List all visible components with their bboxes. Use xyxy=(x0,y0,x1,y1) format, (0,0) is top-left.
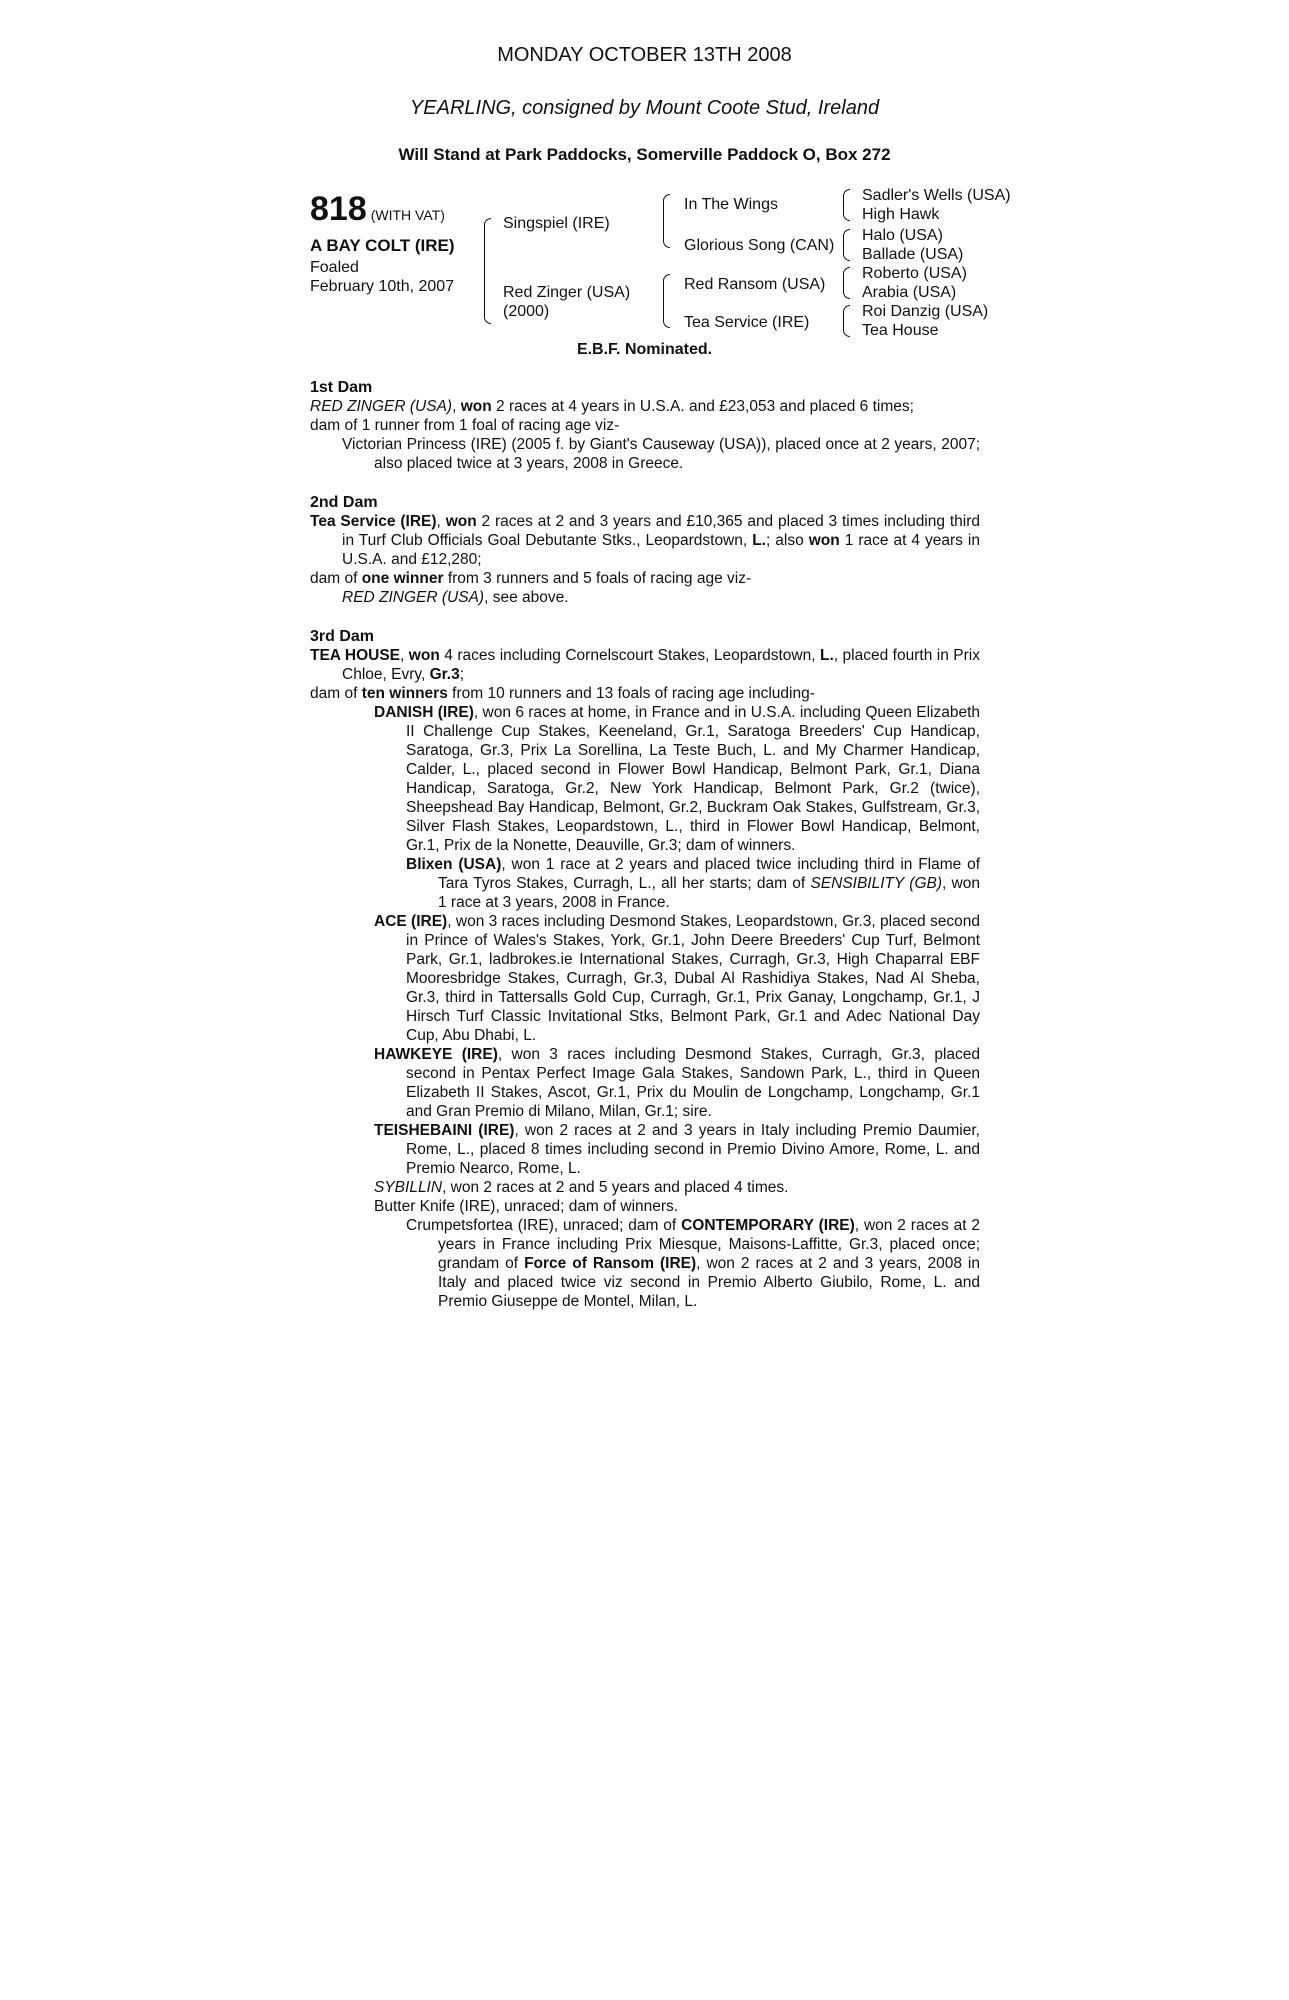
first-dam-text: 2 races at 4 years in U.S.A. and £23,053 and placed 6 times; xyxy=(491,398,914,415)
second-dam-text-3: 1 race at 4 years in U.S.A. and £12,280; xyxy=(342,532,980,568)
progeny-teishebaini-text: , won 2 races at 2 and 3 years in Italy including Premio Daumier, Rome, L., placed 8 times including second in Premio Divino Amore, Rome, L. and Premio Nearco, Rome, L. xyxy=(406,1122,980,1177)
third-dam-name: TEA HOUSE xyxy=(310,647,401,664)
dam-of-label: dam of xyxy=(310,570,362,587)
listed-mark: L. xyxy=(752,532,766,549)
foaled-info xyxy=(310,258,454,296)
progeny-crumpetsfortea xyxy=(310,1216,980,1311)
third-dam-produce xyxy=(310,684,980,703)
catalogue-body xyxy=(310,378,980,1311)
second-dam-produce xyxy=(310,569,980,588)
ebf-nomination: E.B.F. Nominated. xyxy=(576,341,713,358)
listed-mark: L. xyxy=(819,647,834,664)
dam-of-label: dam of xyxy=(310,685,362,702)
pedigree-gg-8: Tea House xyxy=(862,322,939,339)
progeny-contemporary: CONTEMPORARY (IRE) xyxy=(681,1217,855,1234)
second-dam-text: 2 races at 2 and 3 years and £10,365 and placed 3 times including third in Turf Club Officials Goal Debutante Stks., Leopardstown, xyxy=(342,513,980,549)
foaled-date: February 10th, 2007 xyxy=(310,278,455,295)
pedigree-sire: Singspiel (IRE) xyxy=(503,215,610,232)
progeny-blixen xyxy=(310,855,980,912)
progeny-sybillin-name: SYBILLIN xyxy=(374,1179,443,1196)
progeny-blixen-text: , won 1 race at 2 years and placed twice including third in Flame of Tara Tyros Stakes, Curragh, L., all her starts; dam of xyxy=(438,856,980,892)
first-dam-name: RED ZINGER (USA) xyxy=(310,398,453,415)
sire-dam-brace xyxy=(484,218,491,324)
progeny-danish xyxy=(310,703,980,855)
lot-number-block xyxy=(310,190,445,229)
progeny-crumpetsfortea-text-2: , won 2 races at 2 years in France including Prix Miesque, Maisons-Laffitte, Gr.3, placed once; grandam of xyxy=(438,1217,981,1272)
progeny-danish-name: DANISH (IRE) xyxy=(374,704,474,721)
sale-date: MONDAY OCTOBER 13TH 2008 xyxy=(497,44,792,66)
third-dam-heading: 3rd Dam xyxy=(310,628,375,645)
progeny-teishebaini xyxy=(310,1121,980,1178)
third-dam-text-2: , placed fourth in Prix Chloe, Evry, xyxy=(342,647,980,683)
pedigree-dam: Red Zinger (USA) xyxy=(503,284,631,301)
second-dam-won: won xyxy=(445,513,477,530)
pedigree-gg-7: Roi Danzig (USA) xyxy=(862,303,989,320)
first-dam-heading: 1st Dam xyxy=(310,379,373,396)
progeny-crumpetsfortea-text: Crumpetsfortea (IRE), unraced; dam of xyxy=(406,1217,682,1234)
pedigree-gg-1: Sadler's Wells (USA) xyxy=(862,187,1011,204)
consignment-line: YEARLING, consigned by Mount Coote Stud, Ireland xyxy=(409,97,880,119)
stand-location: Will Stand at Park Paddocks, Somerville Paddock O, Box 272 xyxy=(398,145,891,164)
gg-brace-2 xyxy=(843,229,850,261)
second-dam-name: Tea Service (IRE) xyxy=(310,513,437,530)
pedigree-dam-dam: Tea Service (IRE) xyxy=(684,314,810,331)
progeny-blixen-name: Blixen (USA) xyxy=(406,856,502,873)
second-dam-progeny xyxy=(310,588,980,607)
progeny-sybillin-text: , won 2 races at 2 and 5 years and placed 4 times. xyxy=(442,1179,789,1196)
third-dam-won: won xyxy=(408,647,440,664)
progeny-hawkeye-text: , won 3 races including Desmond Stakes, Curragh, Gr.3, placed second in Pentax Perfect Image Gala Stakes, Sandown Park, L., third in Queen Elizabeth II Stakes, Ascot, Gr.1, Prix du Moulin de Longchamp, Longchamp, Gr.1 and Gran Premio di Milano, Milan, Gr.1; sire. xyxy=(406,1046,980,1120)
progeny-hawkeye-name: HAWKEYE (IRE) xyxy=(374,1046,498,1063)
pedigree-sire-dam: Glorious Song (CAN) xyxy=(684,237,835,254)
progeny-crumpetsfortea-text-3: , won 2 races at 2 and 3 years, 2008 in Italy and placed twice viz second in Premio Alberto Giubilo, Rome, L. and Premio Giuseppe de Montel, Milan, L. xyxy=(438,1255,980,1310)
third-dam-produce-text: from 10 runners and 13 foals of racing age including- xyxy=(447,685,815,702)
progeny-sybillin xyxy=(310,1178,980,1197)
first-dam-produce: dam of 1 runner from 1 foal of racing age viz- xyxy=(310,417,620,434)
progeny-sensibility: SENSIBILITY (GB) xyxy=(810,875,943,892)
vat-note: (WITH VAT) xyxy=(370,207,445,223)
progeny-teishebaini-name: TEISHEBAINI (IRE) xyxy=(374,1122,515,1139)
pedigree-gg-4: Ballade (USA) xyxy=(862,246,964,263)
first-dam-won: won xyxy=(460,398,492,415)
progeny-ace xyxy=(310,912,980,1045)
pedigree-gg-3: Halo (USA) xyxy=(862,227,943,244)
progeny-blixen-text-2: , won 1 race at 3 years, 2008 in France. xyxy=(438,875,980,911)
lot-name: A BAY COLT (IRE) xyxy=(310,236,455,255)
sire-brace xyxy=(663,194,670,248)
pedigree-dam-year: (2000) xyxy=(503,303,550,320)
dam-brace xyxy=(663,274,670,328)
foaled-label: Foaled xyxy=(310,259,359,276)
gg-brace-3 xyxy=(843,267,850,299)
gg-brace-1 xyxy=(843,189,850,221)
third-dam-text: 4 races including Cornelscourt Stakes, Leopardstown, xyxy=(439,647,820,664)
second-dam-progeny-text: , see above. xyxy=(484,589,569,606)
lot-number: 818 xyxy=(310,190,367,228)
progeny-ace-text: , won 3 races including Desmond Stakes, Leopardstown, Gr.3, placed second in Prince of Wales's Stakes, York, Gr.1, John Deere Breeders' Cup Turf, Belmont Park, Gr.1, ladbrokes.ie International Stakes, Curragh, Gr.3, High Chaparral EBF Mooresbridge Stakes, Curragh, Gr.3, Dubal Al Rashidiya Stakes, Nad Al Sheba, Gr.3, third in Tattersalls Gold Cup, Curragh, Gr.1, Prix Ganay, Longchamp, Gr.1, J Hirsch Turf Classic Invitational Stks, Belmont Park, Gr.1 and Adec National Day Cup, Abu Dhabi, L. xyxy=(406,913,980,1044)
progeny-hawkeye xyxy=(310,1045,980,1121)
progeny-butter-knife: Butter Knife (IRE), unraced; dam of winners. xyxy=(374,1198,679,1215)
pedigree-gg-5: Roberto (USA) xyxy=(862,265,967,282)
first-dam-record: RED ZINGER (USA), won 2 races at 4 years in U.S.A. and £23,053 and placed 6 times; xyxy=(310,398,914,415)
second-dam-produce-text: from 3 runners and 5 foals of racing age viz- xyxy=(443,570,752,587)
group-mark: Gr.3 xyxy=(429,666,460,683)
progeny-ace-name: ACE (IRE) xyxy=(374,913,448,930)
one-winner: one winner xyxy=(361,570,444,587)
second-dam-won-2: won xyxy=(808,532,840,549)
progeny-danish-text: , won 6 races at home, in France and in U.S.A. including Queen Elizabeth II Challenge Cup Stakes, Keeneland, Gr.1, Saratoga Breeders' Cup Handicap, Saratoga, Gr.3, Prix La Sorellina, La Teste Buch, L. and My Charmer Handicap, Calder, L., placed second in Flower Bowl Handicap, Belmont Park, Gr.1, Diana Handicap, Saratoga, Gr.2, New York Handicap, Belmont Park, Gr.2 (twice), Sheepshead Bay Handicap, Belmont, Gr.2, Buckram Oak Stakes, Gulfstream, Gr.3, Silver Flash Stakes, Leopardstown, L., third in Flower Bowl Handicap, Belmont, Gr.1, Prix de la Nonette, Deauville, Gr.3; dam of winners. xyxy=(406,704,980,854)
pedigree-gg-2: High Hawk xyxy=(862,206,940,223)
third-dam-record: TEA HOUSE, won 4 races including Cornelscourt Stakes, Leopardstown, L., placed fourth in Prix Chloe, Evry, Gr.3; xyxy=(310,647,980,683)
ten-winners: ten winners xyxy=(361,685,448,702)
pedigree-gg-6: Arabia (USA) xyxy=(862,284,957,301)
gg-brace-4 xyxy=(843,305,850,337)
second-dam-text-2: ; also xyxy=(765,532,809,549)
third-dam-text-3: ; xyxy=(459,666,465,683)
first-dam-progeny: Victorian Princess (IRE) (2005 f. by Giant's Causeway (USA)), placed once at 2 years, 2007; also placed twice at 3 years, 2008 in Greece. xyxy=(342,436,980,472)
progeny-force-of-ransom: Force of Ransom (IRE) xyxy=(524,1255,697,1272)
second-dam-heading: 2nd Dam xyxy=(310,494,378,511)
second-dam-record: Tea Service (IRE), won 2 races at 2 and 3 years and £10,365 and placed 3 times including third in Turf Club Officials Goal Debutante Stks., Leopardstown, L.; also won 1 race at 4 years in U.S.A. and £12,280; xyxy=(310,513,980,568)
pedigree-sire-sire: In The Wings xyxy=(684,196,778,213)
pedigree-dam-sire: Red Ransom (USA) xyxy=(684,276,826,293)
second-dam-progeny-name: RED ZINGER (USA) xyxy=(342,589,485,606)
